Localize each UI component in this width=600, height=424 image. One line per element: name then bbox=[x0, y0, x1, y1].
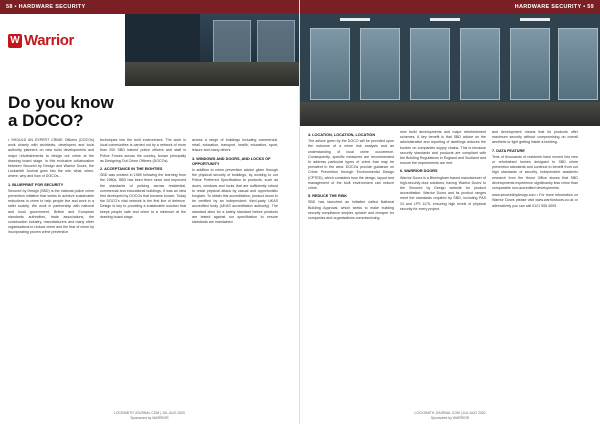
right-header-text: HARDWARE SECURITY • 59 bbox=[514, 4, 594, 10]
body-paragraph: across a range of buildings including commercial, retail, education, transport, health, education, sport, leisure and many others. bbox=[192, 138, 278, 153]
body-paragraph: and development means that its products offer maximum security without compromising on overall aesthetic or light getting inside a building. bbox=[492, 130, 578, 145]
body-paragraph: Warrior Doors is a Birmingham based manufacturer of high-security door solutions, having ‘Warrior Doors’ to the Secured by Design website for product accreditation. Warrior Doors and its product ranges meet the standards required by SBD, including PAS 24 and LPS 1175, ensuring high levels of physical security for every project. bbox=[400, 175, 486, 211]
interior-photo bbox=[300, 14, 600, 126]
right-header-bar bbox=[300, 0, 600, 14]
body-paragraph: Secured by Design (SBD) is the national police crime prevention initiative that seeks to achieve sustainable reductions in crime to help people live and work in a safer society. We work in partnership with national and local government, British and European standards authorities, trade associations, the construction industry, manufacturers and many other organisations to reduce crime and the fear of crime by incorporating proven crime prevention bbox=[8, 188, 94, 235]
left-header-bar bbox=[0, 0, 299, 14]
section-heading: 6. WARRIOR DOORS bbox=[400, 169, 438, 174]
body-paragraph: The advice given by the DOCO will be provided upon the outcome of a crime risk analysis and an understanding of local crime occurrence. Consequently, specific measures are recommended to address particular types of crime that may be prevalent in the area. DOCOs provide guidance on Crime Prevention through Environmental Design (CPTED), which considers how the design, layout and management of the built environment can reduce crime. bbox=[308, 139, 394, 191]
right-columns bbox=[308, 130, 584, 223]
article-title: Do you know a DOCO? bbox=[8, 93, 114, 130]
warrior-logo-text: Warrior bbox=[24, 32, 74, 49]
body-paragraph: new build developments and major refurbishment schemes. A key benefit is that SBD advice on the administrative and reporting of dwellings reduces the burden on companies supply chains. This is because security standards and products are compliant with the Building Regulations in England and Scotland and ensure the requirements are met. bbox=[400, 130, 486, 166]
text-column bbox=[100, 138, 186, 238]
left-footer: LOCKSMITH JOURNAL COM | JUL-AUG 2020 Sponsored by WARRIOR bbox=[113, 411, 186, 420]
section-heading: 5. REDUCE THE RISK bbox=[308, 194, 348, 199]
left-columns bbox=[8, 138, 284, 238]
section-heading: 1. BLUEPRINT FOR SECURITY bbox=[8, 182, 64, 187]
body-paragraph: Tens of thousands of residents have moved into new or refurbished homes designed to SBD crime prevention standards and continue to benefit from our high standards of security. Independent academic research from the Home Office shows that SBD developments experience significantly less crime than comparable non-accredited developments. bbox=[492, 154, 578, 191]
text-column bbox=[492, 130, 578, 223]
text-column bbox=[8, 138, 94, 238]
text-column bbox=[308, 130, 394, 223]
section-heading: 4. LOCATION, LOCATION, LOCATION bbox=[308, 133, 376, 137]
text-column bbox=[400, 130, 486, 223]
body-paragraph: SBD was created in 1989 following the learning from the 1980s. SBD has been there since and improved the standards of policing across residential, commercial and educational buildings. It was an idea first developed by DOCOs that became known. Today the DOCO's vital network is the first line of defence. Design is key to providing a sustainable solution that keeps people safe and crime to a minimum at the drawing board stage. bbox=[100, 173, 186, 219]
body-paragraph: • SHOULD AN EXPERT CRIME Officers (DOCOs) work closely with architects, developers and local authority planners on new build developments and major refurbishments to design out crime at the drawing board stage. In this exclusive collaboration between Secured by Design and Warrior Doors, the Locksmith Journal goes into the role, what, when, where, why and how of DOCOs... bbox=[8, 138, 94, 179]
body-paragraph: In addition to crime prevention advice given through the physical security of buildings, by working to our Police Preferred Specification to products, such as doors, windows and locks that are sufficiently robust to resist physical attack by casual and opportunistic burglars. To obtain this accreditation, product doors to be certified by an independent, third-party UKAS accredited body (UKAS accreditation authority). The standard aims for a safety standard before products are tested against our specification to ensure standards are maintained. bbox=[192, 168, 278, 225]
section-heading: 7. DATA FEATURE bbox=[492, 148, 525, 153]
warrior-logo bbox=[8, 32, 74, 49]
right-page bbox=[300, 0, 600, 424]
body-paragraph: techniques into the built environment. The work in local communities is carried out by a network of more than 200 SBD trained police officers and staff in Police Forces across the country, known principally as Designing Out Crime Officers (DOCOs). bbox=[100, 138, 186, 163]
left-header-text: 58 • HARDWARE SECURITY bbox=[6, 4, 86, 10]
right-footer: LOCKSMITH JOURNAL COM | JUL-AUG 2020 Sponsored by WARRIOR bbox=[414, 411, 486, 420]
section-heading: 3. WINDOWS AND DOORS, AND LOCKS OF OPPORTUNITY bbox=[192, 156, 271, 166]
hero-photo bbox=[125, 14, 300, 86]
warrior-logo-mark: W bbox=[8, 34, 22, 48]
body-paragraph: www.securedbydesign.com • For more information on Warrior Doors please visit www.warriordoors.co.uk or alternatively you can call 0121 555 4005 bbox=[492, 193, 578, 208]
section-heading: 2. ACCEPTANCE IN THE EIGHTIES bbox=[100, 167, 163, 172]
text-column bbox=[192, 138, 278, 238]
body-paragraph: SBD has launched an initiative called National Building Approval, which seeks to make building security compliance simpler, quicker and cheaper for companies and organisations commissioning bbox=[308, 200, 394, 221]
